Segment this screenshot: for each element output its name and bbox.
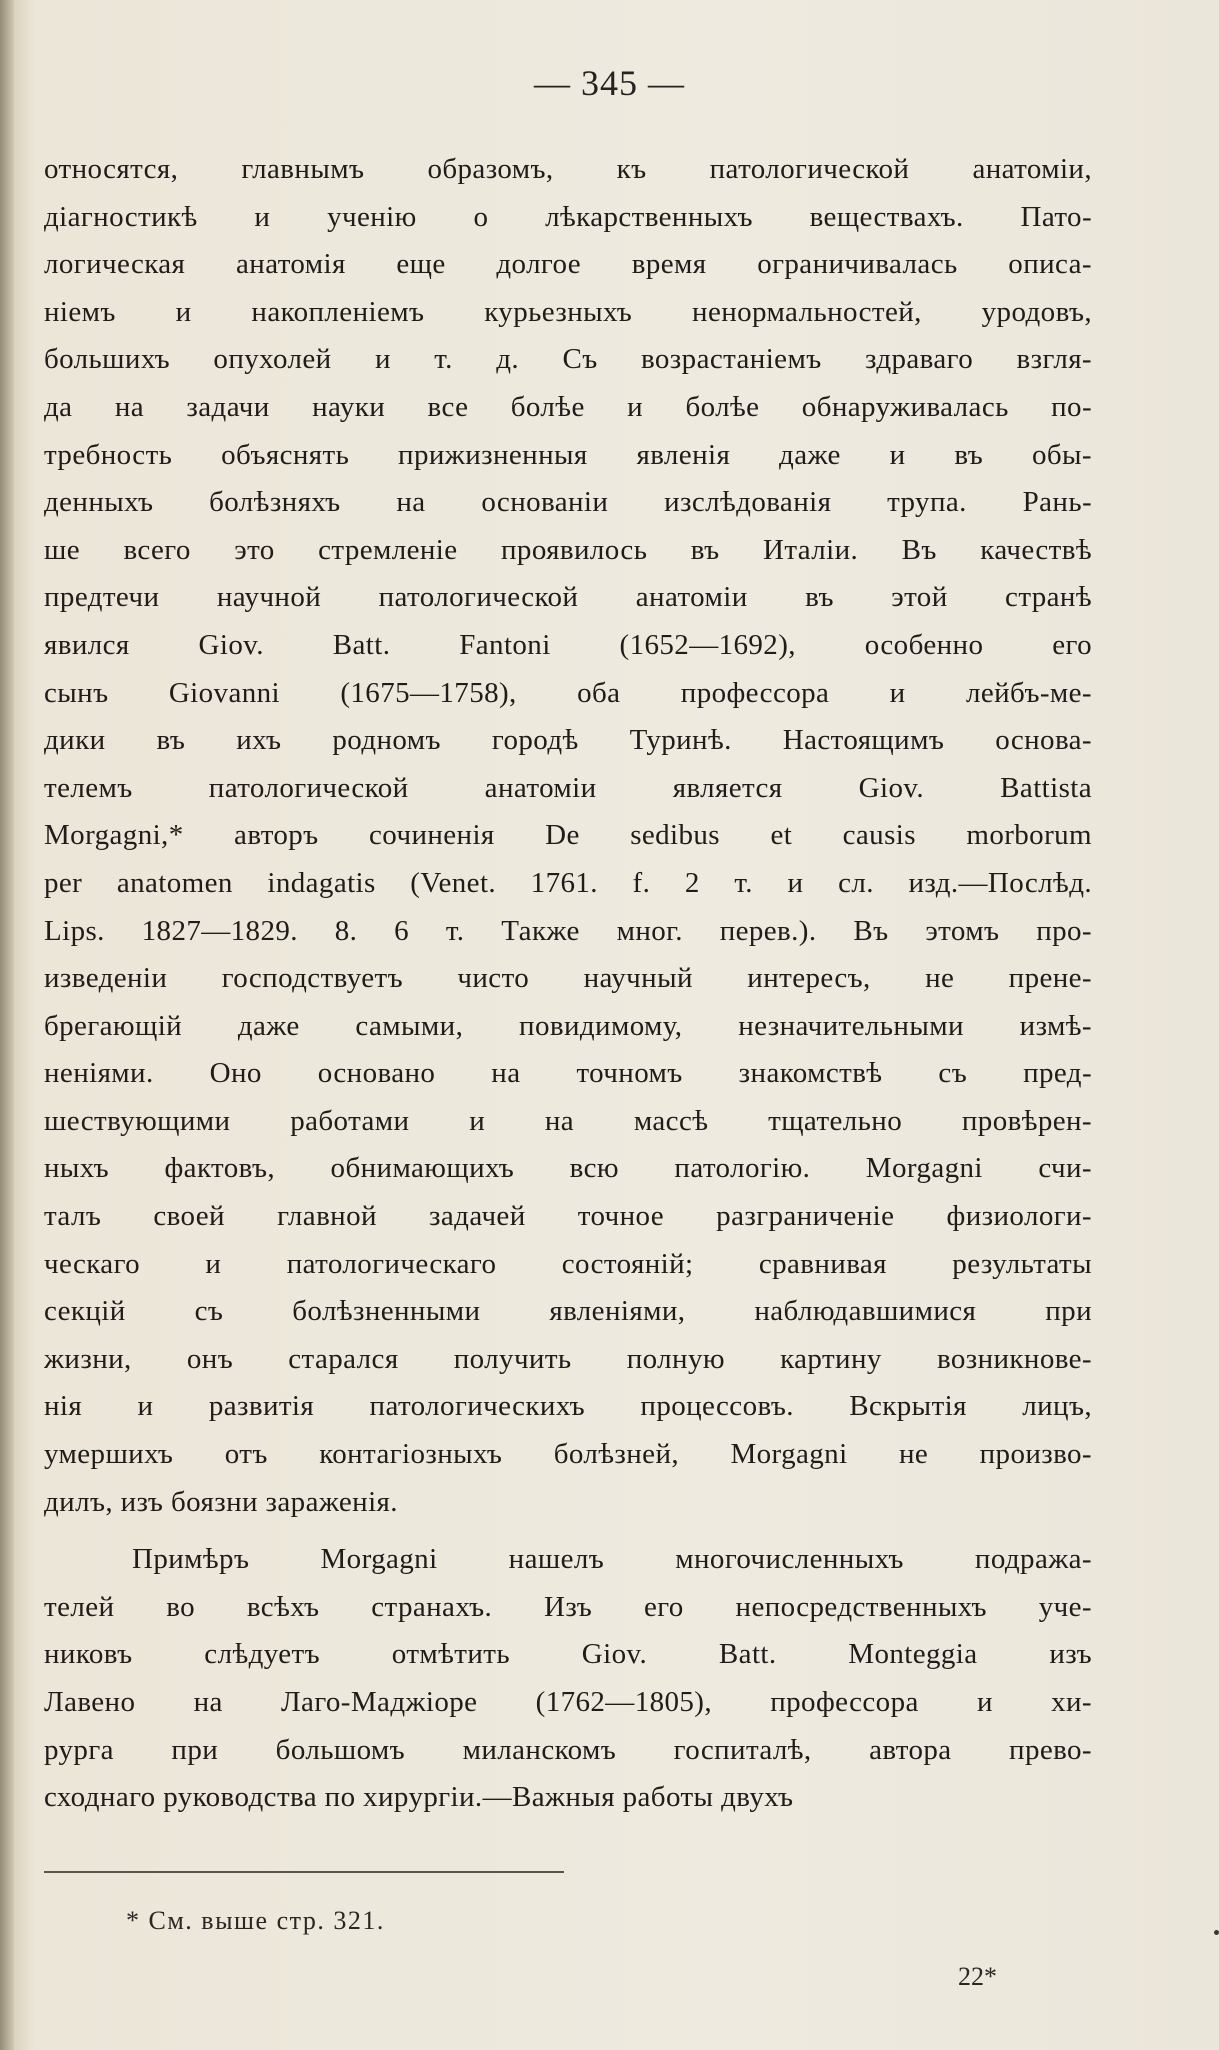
text-line: дилъ, изъ боязни зараженія. xyxy=(44,1485,398,1518)
text-line: брегающій даже самыми, повидимому, незначительными измѣ- xyxy=(44,1009,1092,1042)
footnote-rule xyxy=(44,1871,564,1873)
text-line: ческаго и патологическаго состояній; сравнивая результаты xyxy=(44,1247,1092,1280)
text-line: Morgagni,* авторъ сочиненія De sedibus et causis morborum xyxy=(44,819,1092,852)
text-line: умершихъ отъ контагіозныхъ болѣзней, Morgagni не произво- xyxy=(44,1438,1092,1471)
text-line: денныхъ болѣзняхъ на основаніи изслѣдованія трупа. Рань- xyxy=(44,486,1092,519)
text-line: телемъ патологической анатоміи является Giov. Battista xyxy=(44,771,1092,804)
footnote: * См. выше стр. 321. xyxy=(126,1906,385,1935)
paragraph-2 xyxy=(44,1536,1092,1822)
book-spine-edge xyxy=(0,0,14,2050)
text-line: неніями. Оно основано на точномъ знакомствѣ съ пред- xyxy=(44,1057,1092,1090)
text-line: предтечи научной патологической анатоміи въ этой странѣ xyxy=(44,581,1092,614)
text-line: Лавено на Лаго-Маджіоре (1762—1805), профессора и хи- xyxy=(44,1686,1092,1718)
text-line: Lips. 1827—1829. 8. 6 т. Также мног. перев.). Въ этомъ про- xyxy=(44,914,1092,947)
ink-speck xyxy=(1214,1930,1219,1935)
text-line: жизни, онъ старался получить полную картину возникнове- xyxy=(44,1342,1092,1375)
text-line: діагностикѣ и ученію о лѣкарственныхъ веществахъ. Пато- xyxy=(44,200,1092,233)
text-line: явился Giov. Batt. Fantoni (1652—1692), особенно его xyxy=(44,628,1092,661)
text-line: сынъ Giovanni (1675—1758), оба профессора и лейбъ-ме- xyxy=(44,676,1092,709)
text-line: талъ своей главной задачей точное разграниченіе физиологи- xyxy=(44,1200,1092,1233)
signature-mark: 22* xyxy=(958,1962,997,1991)
paragraph-1 xyxy=(44,146,1092,1526)
text-line: шествующими работами и на массѣ тщательно провѣрен- xyxy=(44,1104,1092,1137)
text-line: ше всего это стремленіе проявилось въ Италіи. Въ качествѣ xyxy=(44,533,1092,566)
page-number: — 345 — xyxy=(534,63,685,103)
text-line: никовъ слѣдуетъ отмѣтить Giov. Batt. Monteggia изъ xyxy=(44,1638,1092,1671)
text-line: Примѣръ Morgagni нашелъ многочисленныхъ подража- xyxy=(132,1543,1092,1576)
text-line: нія и развитія патологическихъ процессовъ. Вскрытія лицъ, xyxy=(44,1390,1092,1423)
text-line: дики въ ихъ родномъ городѣ Туринѣ. Настоящимъ основа- xyxy=(44,724,1092,757)
text-line: рурга при большомъ миланскомъ госпиталѣ, автора прево- xyxy=(44,1733,1092,1766)
text-line: требность объяснять прижизненныя явленія даже и въ обы- xyxy=(44,438,1092,471)
text-line: большихъ опухолей и т. д. Съ возрастаніемъ здраваго взгля- xyxy=(44,343,1092,376)
paragraph-gap xyxy=(44,1526,1092,1536)
text-line: относятся, главнымъ образомъ, къ патологической анатоміи, xyxy=(44,153,1092,185)
text-line: телей во всѣхъ странахъ. Изъ его непосредственныхъ уче- xyxy=(44,1590,1092,1623)
text-line: да на задачи науки все болѣе и болѣе обнаруживалась по- xyxy=(44,390,1092,423)
text-line: ніемъ и накопленіемъ курьезныхъ ненормальностей, уродовъ, xyxy=(44,295,1092,328)
text-line: ныхъ фактовъ, обнимающихъ всю патологію. Morgagni счи- xyxy=(44,1152,1092,1185)
text-line: изведеніи господствуетъ чисто научный интересъ, не прене- xyxy=(44,962,1092,995)
body-text xyxy=(44,146,1092,1822)
text-line: per anatomen indagatis (Venet. 1761. f. 2 т. и сл. изд.—Послѣд. xyxy=(44,866,1092,899)
text-line: секцій съ болѣзненными явленіями, наблюдавшимися при xyxy=(44,1295,1092,1328)
text-line: логическая анатомія еще долгое время ограничивалась описа- xyxy=(44,248,1092,281)
text-line: сходнаго руководства по хирургіи.—Важныя работы двухъ xyxy=(44,1781,794,1814)
